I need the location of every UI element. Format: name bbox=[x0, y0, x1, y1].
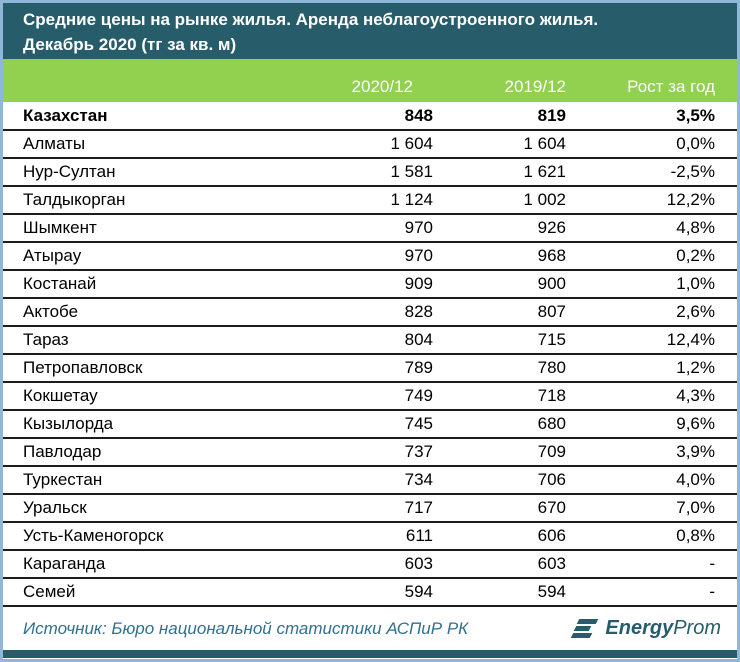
value-2020-cell: 737 bbox=[313, 438, 433, 466]
value-2019-cell: 807 bbox=[433, 298, 566, 326]
value-2020-cell: 970 bbox=[313, 242, 433, 270]
value-2020-cell: 749 bbox=[313, 382, 433, 410]
growth-cell: - bbox=[566, 578, 737, 606]
growth-cell: 4,8% bbox=[566, 214, 737, 242]
title-line-2: Декабрь 2020 (тг за кв. м) bbox=[23, 35, 237, 54]
city-cell: Шымкент bbox=[3, 214, 313, 242]
value-2019-cell: 926 bbox=[433, 214, 566, 242]
growth-cell: 1,0% bbox=[566, 270, 737, 298]
growth-cell: 4,3% bbox=[566, 382, 737, 410]
value-2020-cell: 1 124 bbox=[313, 186, 433, 214]
city-cell: Кокшетау bbox=[3, 382, 313, 410]
table-row bbox=[3, 158, 737, 186]
growth-cell: 2,6% bbox=[566, 298, 737, 326]
value-2019-cell: 900 bbox=[433, 270, 566, 298]
value-2019-cell: 670 bbox=[433, 494, 566, 522]
value-2020-cell: 789 bbox=[313, 354, 433, 382]
city-cell: Туркестан bbox=[3, 466, 313, 494]
city-cell: Усть-Каменогорск bbox=[3, 522, 313, 550]
value-2019-cell: 709 bbox=[433, 438, 566, 466]
city-cell: Тараз bbox=[3, 326, 313, 354]
value-2020-cell: 594 bbox=[313, 578, 433, 606]
table-row bbox=[3, 410, 737, 438]
city-cell: Караганда bbox=[3, 550, 313, 578]
table-row bbox=[3, 382, 737, 410]
table-row bbox=[3, 130, 737, 158]
city-cell: Уральск bbox=[3, 494, 313, 522]
table-row bbox=[3, 438, 737, 466]
value-2020-cell: 804 bbox=[313, 326, 433, 354]
city-cell: Павлодар bbox=[3, 438, 313, 466]
value-2020-cell: 828 bbox=[313, 298, 433, 326]
value-2020-cell: 909 bbox=[313, 270, 433, 298]
city-cell: Кызылорда bbox=[3, 410, 313, 438]
table-row bbox=[3, 354, 737, 382]
table-row bbox=[3, 522, 737, 550]
value-2020-cell: 734 bbox=[313, 466, 433, 494]
value-2019-cell: 819 bbox=[433, 102, 566, 130]
value-2019-cell: 715 bbox=[433, 326, 566, 354]
value-2019-cell: 718 bbox=[433, 382, 566, 410]
value-2019-cell: 1 604 bbox=[433, 130, 566, 158]
logo-prom-text: Prom bbox=[673, 617, 721, 639]
table-row bbox=[3, 270, 737, 298]
table-row bbox=[3, 242, 737, 270]
col-header-city bbox=[3, 59, 313, 102]
value-2020-cell: 1 604 bbox=[313, 130, 433, 158]
city-cell: Костанай bbox=[3, 270, 313, 298]
growth-cell: 0,8% bbox=[566, 522, 737, 550]
city-cell: Петропавловск bbox=[3, 354, 313, 382]
value-2019-cell: 606 bbox=[433, 522, 566, 550]
value-2019-cell: 680 bbox=[433, 410, 566, 438]
growth-cell: 1,2% bbox=[566, 354, 737, 382]
value-2019-cell: 1 002 bbox=[433, 186, 566, 214]
col-header-2019-12: 2019/12 bbox=[433, 59, 566, 102]
city-cell: Алматы bbox=[3, 130, 313, 158]
source-note: Источник: Бюро национальной статистики АСПиР РК bbox=[23, 618, 469, 638]
column-header-row bbox=[3, 59, 737, 102]
value-2020-cell: 970 bbox=[313, 214, 433, 242]
value-2019-cell: 706 bbox=[433, 466, 566, 494]
bottom-accent-bar bbox=[3, 650, 737, 658]
growth-cell: 12,4% bbox=[566, 326, 737, 354]
growth-cell: - bbox=[566, 550, 737, 578]
growth-cell: 7,0% bbox=[566, 494, 737, 522]
title-bar bbox=[3, 3, 737, 59]
value-2020-cell: 717 bbox=[313, 494, 433, 522]
table-row bbox=[3, 326, 737, 354]
title-line-1: Средние цены на рынке жилья. Аренда неблагоустроенного жилья. bbox=[23, 10, 599, 29]
price-table bbox=[3, 59, 737, 607]
col-header-2020-12: 2020/12 bbox=[313, 59, 433, 102]
table-row bbox=[3, 550, 737, 578]
city-cell: Казахстан bbox=[3, 102, 313, 130]
value-2020-cell: 611 bbox=[313, 522, 433, 550]
city-cell: Нур-Султан bbox=[3, 158, 313, 186]
energyprom-logo bbox=[570, 617, 721, 640]
table-body bbox=[3, 102, 737, 606]
growth-cell: 12,2% bbox=[566, 186, 737, 214]
table-row bbox=[3, 214, 737, 242]
table-row bbox=[3, 298, 737, 326]
city-cell: Семей bbox=[3, 578, 313, 606]
energyprom-e-icon bbox=[570, 618, 600, 640]
col-header-growth: Рост за год bbox=[566, 59, 737, 102]
city-cell: Талдыкорган bbox=[3, 186, 313, 214]
city-cell: Атырау bbox=[3, 242, 313, 270]
logo-energy-text: Energy bbox=[605, 617, 674, 639]
value-2020-cell: 603 bbox=[313, 550, 433, 578]
value-2020-cell: 1 581 bbox=[313, 158, 433, 186]
growth-cell: 4,0% bbox=[566, 466, 737, 494]
city-cell: Актобе bbox=[3, 298, 313, 326]
growth-cell: 0,0% bbox=[566, 130, 737, 158]
growth-cell: -2,5% bbox=[566, 158, 737, 186]
value-2019-cell: 780 bbox=[433, 354, 566, 382]
value-2019-cell: 968 bbox=[433, 242, 566, 270]
value-2019-cell: 603 bbox=[433, 550, 566, 578]
value-2020-cell: 848 bbox=[313, 102, 433, 130]
table-row bbox=[3, 578, 737, 606]
value-2019-cell: 1 621 bbox=[433, 158, 566, 186]
growth-cell: 9,6% bbox=[566, 410, 737, 438]
value-2019-cell: 594 bbox=[433, 578, 566, 606]
table-row bbox=[3, 102, 737, 130]
table-row bbox=[3, 186, 737, 214]
growth-cell: 0,2% bbox=[566, 242, 737, 270]
growth-cell: 3,9% bbox=[566, 438, 737, 466]
table-row bbox=[3, 466, 737, 494]
footer bbox=[3, 607, 737, 650]
value-2020-cell: 745 bbox=[313, 410, 433, 438]
table-row bbox=[3, 494, 737, 522]
energyprom-wordmark bbox=[605, 617, 721, 640]
growth-cell: 3,5% bbox=[566, 102, 737, 130]
